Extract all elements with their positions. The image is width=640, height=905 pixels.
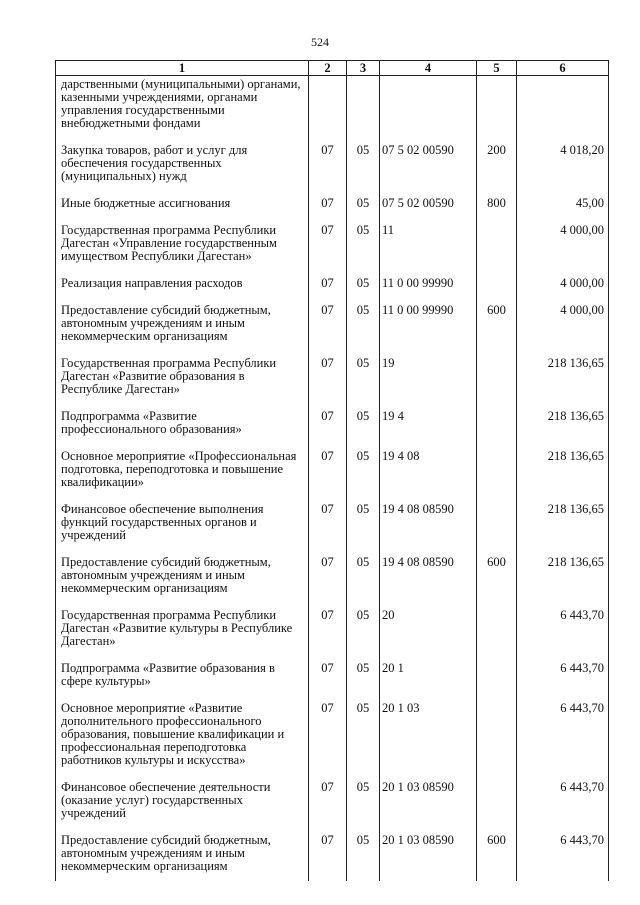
expense-type-code [477, 218, 517, 271]
expense-type-code: 600 [477, 828, 517, 881]
subsection-code: 05 [347, 271, 380, 298]
target-article-code: 20 1 03 08590 [380, 775, 477, 828]
table-row [56, 404, 609, 444]
amount: 4 018,20 [517, 138, 609, 191]
table-row [56, 138, 609, 191]
subsection-code: 05 [347, 656, 380, 696]
expense-type-code: 800 [477, 191, 517, 218]
amount: 6 443,70 [517, 603, 609, 656]
row-description: Закупка товаров, работ и услуг для обеспечения государственных (муниципальных) нужд [56, 138, 309, 191]
target-article-code: 20 1 03 [380, 696, 477, 775]
subsection-code: 05 [347, 550, 380, 603]
subsection-code: 05 [347, 775, 380, 828]
expense-type-code [477, 351, 517, 404]
table-row [56, 444, 609, 497]
target-article-code: 19 4 08 [380, 444, 477, 497]
table-row [56, 696, 609, 775]
expense-type-code [477, 656, 517, 696]
target-article-code: 07 5 02 00590 [380, 138, 477, 191]
target-article-code: 11 [380, 218, 477, 271]
amount: 4 000,00 [517, 271, 609, 298]
row-description: Основное мероприятие «Профессиональная подготовка, переподготовка и повышение квалификации» [56, 444, 309, 497]
expense-type-code [477, 444, 517, 497]
expense-type-code [477, 775, 517, 828]
section-code [309, 76, 347, 139]
section-code: 07 [309, 138, 347, 191]
amount: 6 443,70 [517, 775, 609, 828]
section-code: 07 [309, 271, 347, 298]
row-description: Государственная программа Республики Дагестан «Развитие культуры в Республике Дагестан» [56, 603, 309, 656]
row-description: Финансовое обеспечение деятельности (оказание услуг) государственных учреждений [56, 775, 309, 828]
column-header: 6 [517, 61, 609, 76]
expense-type-code [477, 271, 517, 298]
target-article-code [380, 76, 477, 139]
amount: 45,00 [517, 191, 609, 218]
table-row [56, 76, 609, 139]
column-header: 2 [309, 61, 347, 76]
row-description: Государственная программа Республики Дагестан «Управление государственным имуществом Республики Дагестан» [56, 218, 309, 271]
section-code: 07 [309, 444, 347, 497]
table-row [56, 828, 609, 881]
subsection-code: 05 [347, 444, 380, 497]
row-description: Финансовое обеспечение выполнения функций государственных органов и учреждений [56, 497, 309, 550]
subsection-code: 05 [347, 828, 380, 881]
expense-type-code: 200 [477, 138, 517, 191]
table-row [56, 218, 609, 271]
target-article-code: 11 0 00 99990 [380, 271, 477, 298]
amount: 218 136,65 [517, 550, 609, 603]
subsection-code: 05 [347, 351, 380, 404]
section-code: 07 [309, 828, 347, 881]
subsection-code: 05 [347, 404, 380, 444]
amount: 218 136,65 [517, 497, 609, 550]
amount: 4 000,00 [517, 298, 609, 351]
row-description: Подпрограмма «Развитие профессионального образования» [56, 404, 309, 444]
target-article-code: 11 0 00 99990 [380, 298, 477, 351]
row-description: Иные бюджетные ассигнования [56, 191, 309, 218]
amount: 218 136,65 [517, 404, 609, 444]
table-header-row [56, 61, 609, 76]
amount [517, 76, 609, 139]
budget-table-wrap [55, 60, 608, 873]
expense-type-code: 600 [477, 298, 517, 351]
row-description: Предоставление субсидий бюджетным, автономным учреждениям и иным некоммерческим организациям [56, 298, 309, 351]
expense-type-code: 600 [477, 550, 517, 603]
row-description: Государственная программа Республики Дагестан «Развитие образования в Республике Дагестан» [56, 351, 309, 404]
section-code: 07 [309, 298, 347, 351]
subsection-code: 05 [347, 191, 380, 218]
expense-type-code [477, 404, 517, 444]
column-header: 4 [380, 61, 477, 76]
target-article-code: 19 [380, 351, 477, 404]
row-description: Подпрограмма «Развитие образования в сфере культуры» [56, 656, 309, 696]
table-row [56, 191, 609, 218]
row-description: Реализация направления расходов [56, 271, 309, 298]
amount: 4 000,00 [517, 218, 609, 271]
subsection-code: 05 [347, 138, 380, 191]
expense-type-code [477, 76, 517, 139]
table-row [56, 271, 609, 298]
subsection-code: 05 [347, 298, 380, 351]
section-code: 07 [309, 603, 347, 656]
subsection-code: 05 [347, 218, 380, 271]
amount: 218 136,65 [517, 444, 609, 497]
table-row [56, 351, 609, 404]
expense-type-code [477, 497, 517, 550]
column-header: 3 [347, 61, 380, 76]
subsection-code: 05 [347, 603, 380, 656]
section-code: 07 [309, 775, 347, 828]
table-row [56, 775, 609, 828]
section-code: 07 [309, 656, 347, 696]
table-row [56, 656, 609, 696]
row-description: дарственными (муниципальными) органами, казенными учреждениями, органами управления государственными внебюджетными фондами [56, 76, 309, 139]
budget-table [55, 60, 609, 881]
expense-type-code [477, 603, 517, 656]
target-article-code: 20 1 [380, 656, 477, 696]
section-code: 07 [309, 497, 347, 550]
row-description: Основное мероприятие «Развитие дополнительного профессионального образования, повышение квалификации и профессиональная переподготовка работников культуры и искусства» [56, 696, 309, 775]
subsection-code: 05 [347, 497, 380, 550]
section-code: 07 [309, 404, 347, 444]
section-code: 07 [309, 696, 347, 775]
expense-type-code [477, 696, 517, 775]
subsection-code [347, 76, 380, 139]
section-code: 07 [309, 550, 347, 603]
amount: 6 443,70 [517, 828, 609, 881]
section-code: 07 [309, 191, 347, 218]
row-description: Предоставление субсидий бюджетным, автономным учреждениям и иным некоммерческим организациям [56, 550, 309, 603]
table-row [56, 298, 609, 351]
table-body [56, 76, 609, 882]
amount: 6 443,70 [517, 656, 609, 696]
section-code: 07 [309, 218, 347, 271]
column-header: 1 [56, 61, 309, 76]
amount: 218 136,65 [517, 351, 609, 404]
table-row [56, 497, 609, 550]
target-article-code: 19 4 08 08590 [380, 550, 477, 603]
section-code: 07 [309, 351, 347, 404]
amount: 6 443,70 [517, 696, 609, 775]
column-header: 5 [477, 61, 517, 76]
target-article-code: 20 1 03 08590 [380, 828, 477, 881]
subsection-code: 05 [347, 696, 380, 775]
table-row [56, 603, 609, 656]
target-article-code: 19 4 08 08590 [380, 497, 477, 550]
page-number: 524 [311, 35, 329, 49]
target-article-code: 19 4 [380, 404, 477, 444]
target-article-code: 20 [380, 603, 477, 656]
target-article-code: 07 5 02 00590 [380, 191, 477, 218]
table-row [56, 550, 609, 603]
row-description: Предоставление субсидий бюджетным, автономным учреждениям и иным некоммерческим организациям [56, 828, 309, 881]
